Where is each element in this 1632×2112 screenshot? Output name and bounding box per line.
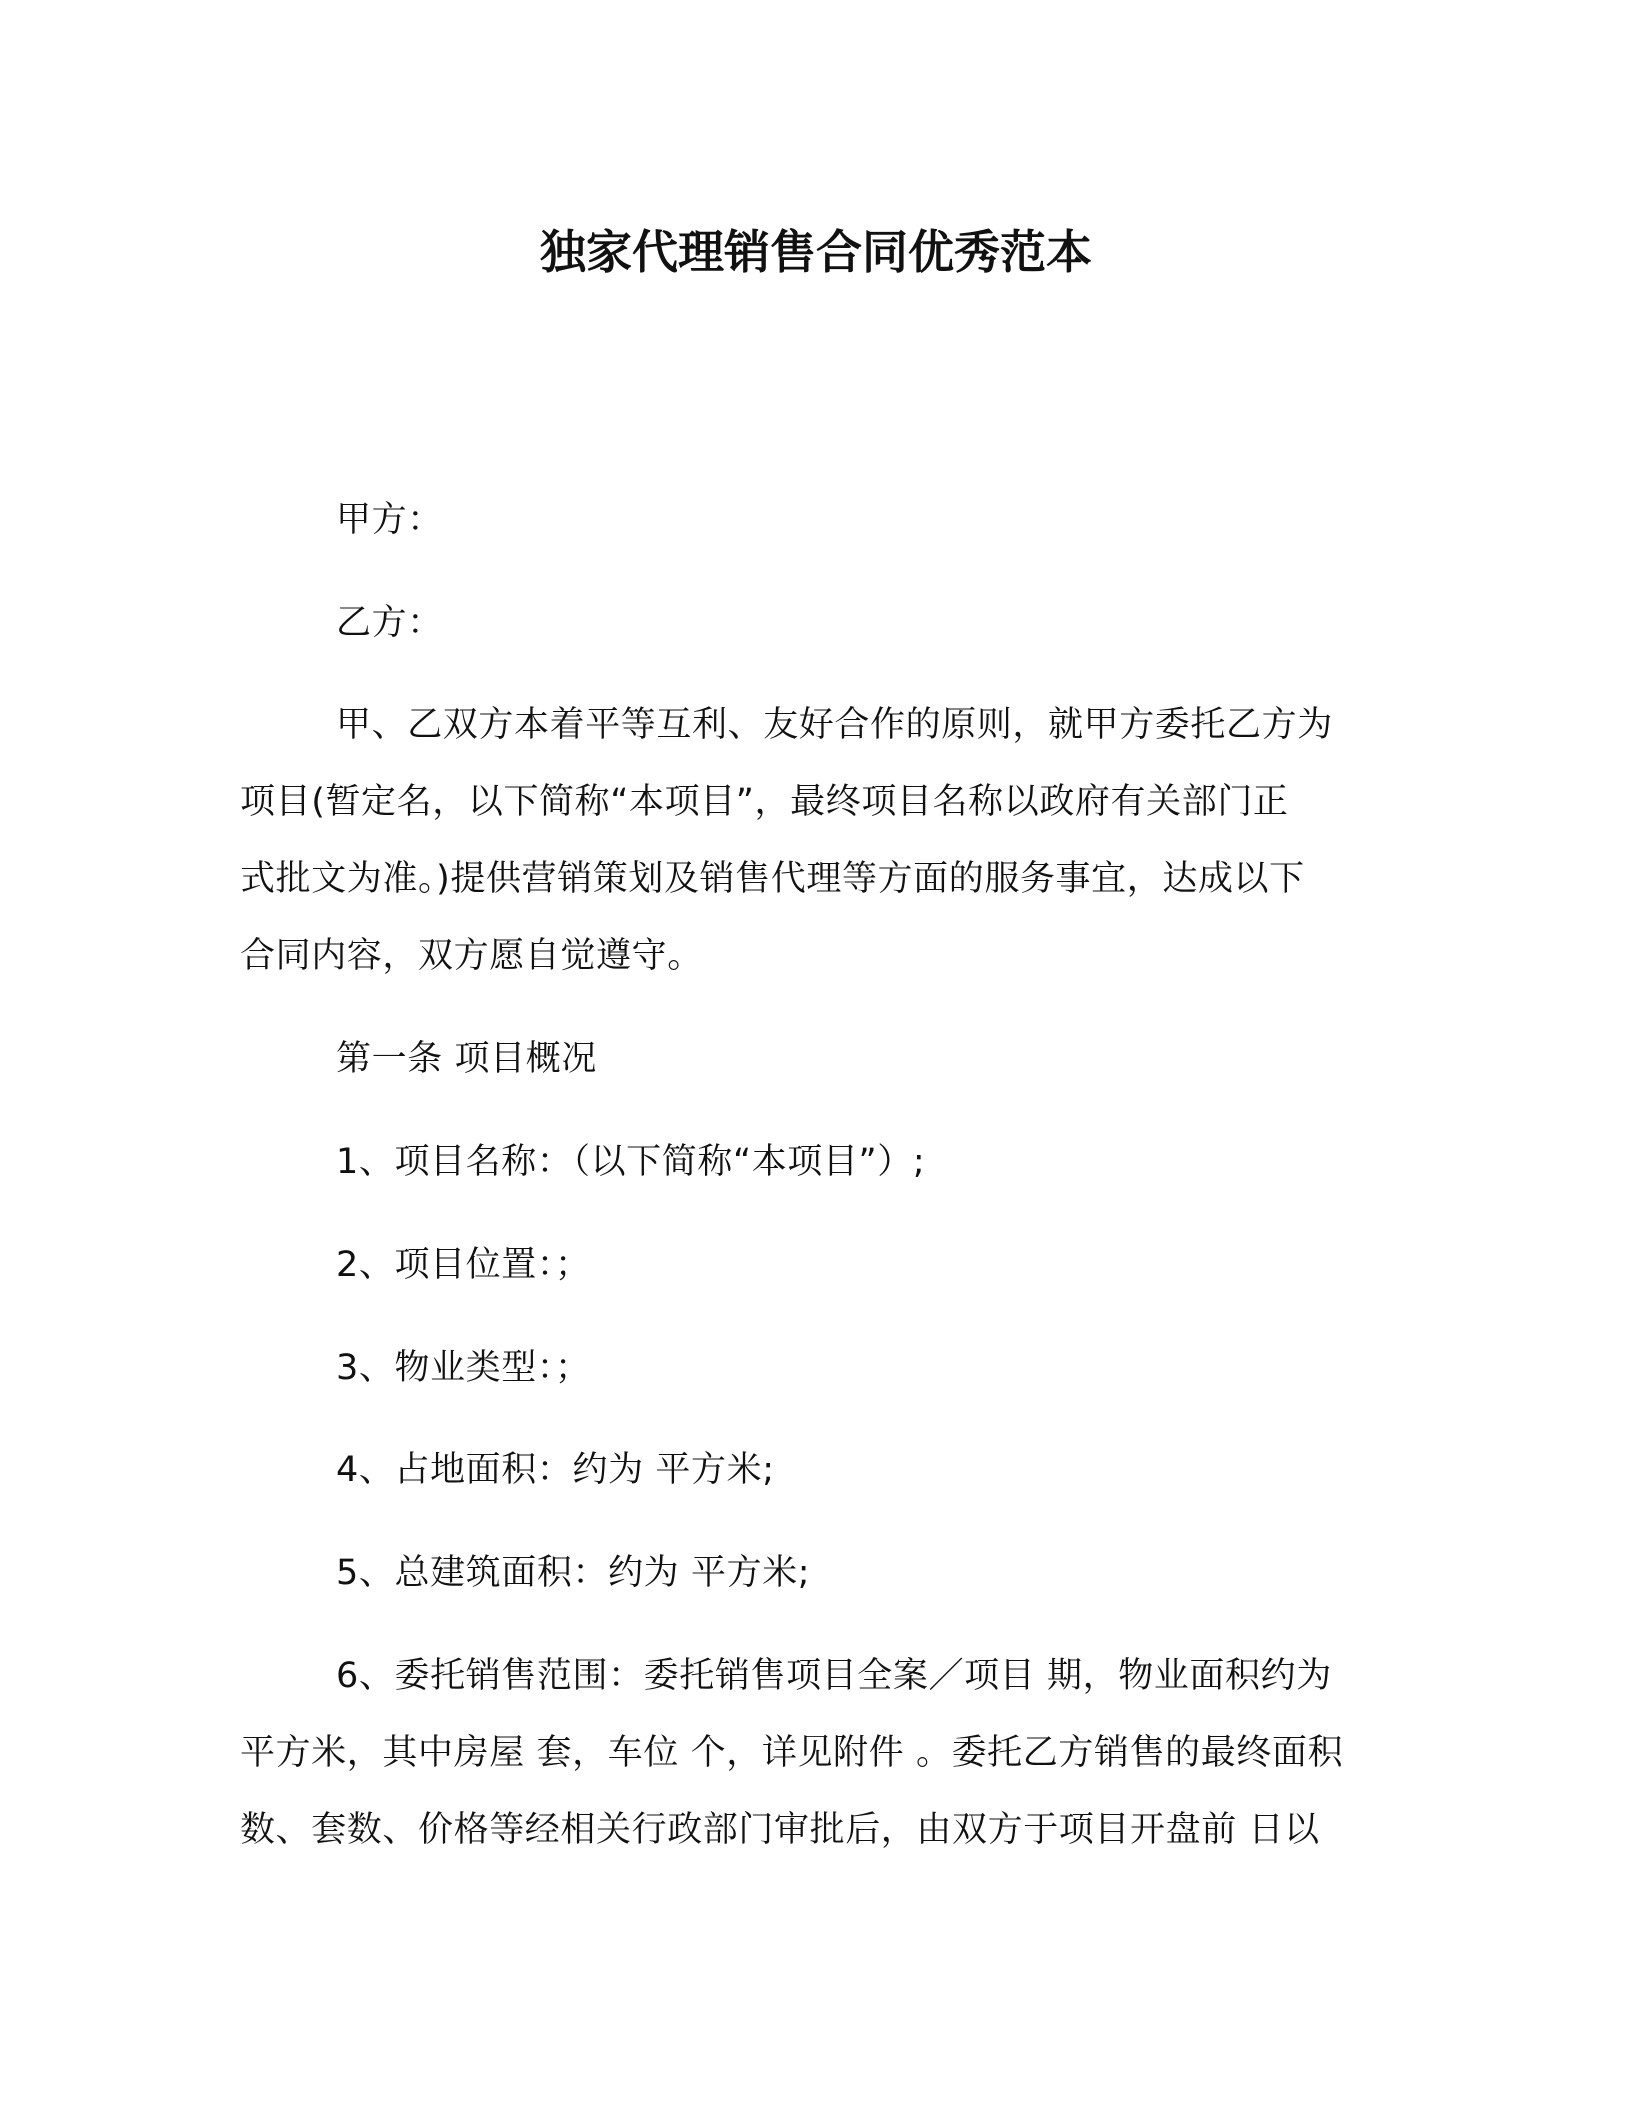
article-1-item-2: 2、项目位置：； [336,1245,591,1285]
article-1-item-6-line-2: 平方米，其中房屋 套，车位 个，详见附件 。委托乙方销售的最终面积 [240,1733,1344,1773]
document-title: 独家代理销售合同优秀范本 [540,225,1092,279]
article-1-item-1: 1、项目名称：（以下简称“本项目”）; [336,1142,926,1182]
article-1-item-6-line-1: 6、委托销售范围：委托销售项目全案／项目 期，物业面积约为 [336,1656,1332,1696]
party-a-label: 甲方： [336,500,443,540]
intro-paragraph-line-4: 合同内容，双方愿自觉遵守。 [240,936,703,976]
article-1-item-6-line-3: 数、套数、价格等经相关行政部门审批后，由双方于项目开盘前 日以 [240,1810,1320,1850]
intro-paragraph-line-3: 式批文为准。)提供营销策划及销售代理等方面的服务事宜，达成以下 [240,859,1305,899]
intro-paragraph-line-1: 甲、乙双方本着平等互利、友好合作的原则，就甲方委托乙方为 [336,705,1333,745]
party-b-label: 乙方： [336,603,443,643]
intro-paragraph-line-2: 项目(暂定名，以下简称“本项目”，最终项目名称以政府有关部门正 [240,782,1289,822]
article-1-heading: 第一条 项目概况 [336,1039,597,1079]
article-1-item-5: 5、总建筑面积：约为 平方米; [336,1553,811,1593]
article-1-item-4: 4、占地面积：约为 平方米; [336,1450,775,1490]
article-1-item-3: 3、物业类型：； [336,1348,591,1388]
